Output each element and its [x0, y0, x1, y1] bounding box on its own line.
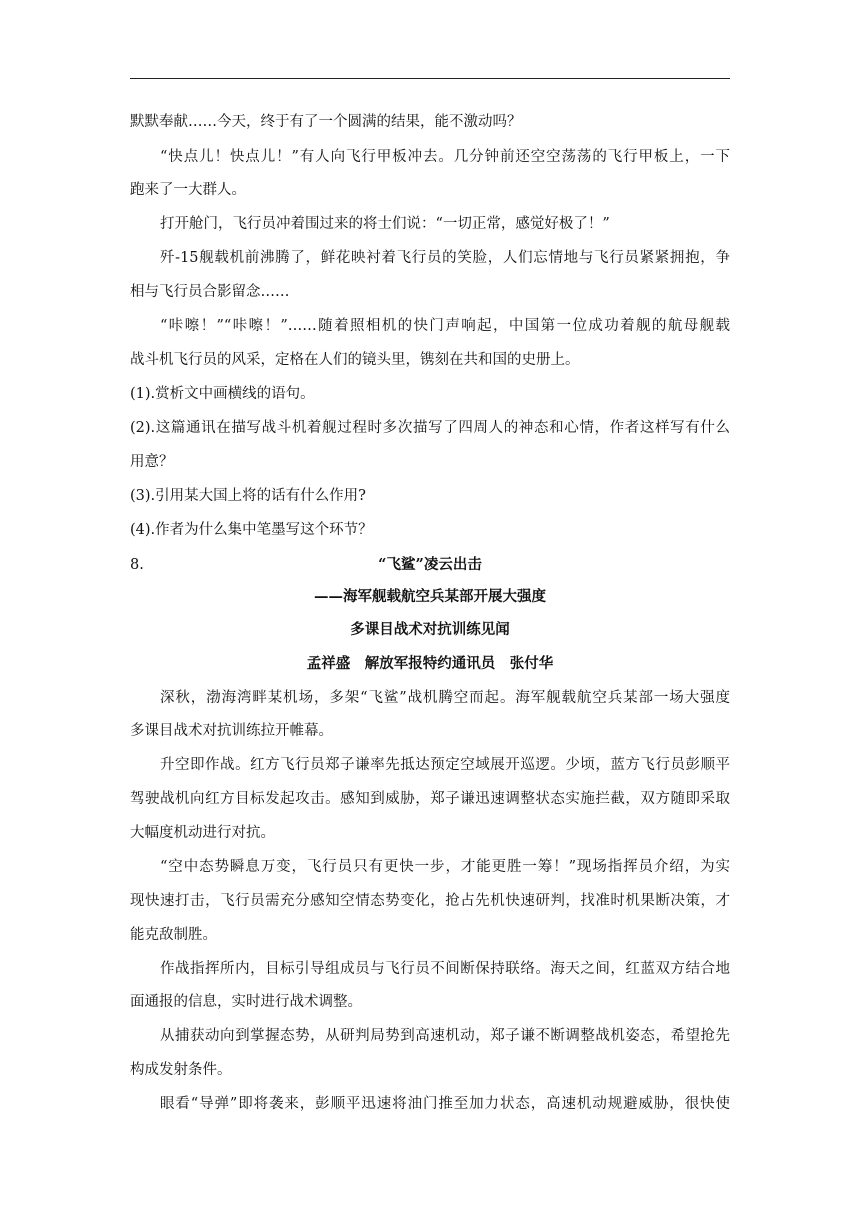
article-subtitle: 多课目战术对抗训练见闻: [350, 621, 510, 638]
article-line: 驾驶战机向红方目标发起攻击。感知到威胁，郑子谦迅速调整状态实施拦截，双方随即采取: [130, 791, 730, 807]
paragraph-line: 跑来了一大群人。: [130, 182, 246, 198]
question-line: (2).这篇通讯在描写战斗机着舰过程时多次描写了四周人的神态和心情，作者这样写有什么: [130, 420, 730, 436]
question-line: 用意？: [130, 454, 174, 470]
paragraph-line: 默默奉献……今天，终于有了一个圆满的结果，能不激动吗？: [130, 114, 522, 130]
paragraph-line: “快点儿！快点儿！”有人向飞行甲板冲去。几分钟前还空空荡荡的飞行甲板上，一下: [160, 149, 730, 165]
article-line: “空中态势瞬息万变，飞行员只有更快一步，才能更胜一筹！”现场指挥员介绍，为实: [160, 859, 730, 875]
article-line: 多课目战术对抗训练拉开帷幕。: [130, 723, 333, 739]
article-title: “飞鲨”凌云出击: [378, 556, 482, 573]
article-line: 升空即作战。红方飞行员郑子谦率先抵达预定空域展开巡逻。少顷，蓝方飞行员彭顺平: [160, 757, 730, 773]
article-line: 构成发射条件。: [130, 1062, 232, 1078]
question-line: (3).引用某大国上将的话有什么作用?: [130, 488, 366, 504]
article-byline: 孟祥盛 解放军报特约通讯员 张付华: [306, 655, 554, 672]
header-rule: [130, 78, 730, 79]
article-line: 眼看“导弹”即将袭来，彭顺平迅速将油门推至加力状态，高速机动规避威胁，很快使: [160, 1096, 730, 1112]
article-line: 现快速打击，飞行员需充分感知空情态势变化，抢占先机快速研判，找准时机果断决策，才: [130, 893, 730, 909]
article-line: 能克敌制胜。: [130, 927, 217, 943]
paragraph-line: 战斗机飞行员的风采，定格在人们的镜头里，镌刻在共和国的史册上。: [130, 352, 580, 368]
paragraph-line: 打开舱门，飞行员冲着围过来的将士们说：“一切正常，感觉好极了！”: [160, 216, 610, 232]
article-line: 从捕获动向到掌握态势，从研判局势到高速机动，郑子谦不断调整战机姿态，希望抢先: [160, 1028, 730, 1044]
question-number: 8.: [130, 557, 144, 573]
paragraph-line: 歼-15舰载机前沸腾了，鲜花映衬着飞行员的笑脸，人们忘情地与飞行员紧紧拥抱，争: [160, 250, 730, 266]
paragraph-line: “咔嚓！”“咔嚓！”……随着照相机的快门声响起，中国第一位成功着舰的航母舰载: [160, 318, 730, 334]
question-line: (4).作者为什么集中笔墨写这个环节？: [130, 522, 373, 538]
article-subtitle: ——海军舰载航空兵某部开展大强度: [314, 588, 546, 605]
article-line: 深秋，渤海湾畔某机场，多架“飞鲨”战机腾空而起。海军舰载航空兵某部一场大强度: [160, 690, 730, 706]
article-line: 作战指挥所内，目标引导组成员与飞行员不间断保持联络。海天之间，红蓝双方结合地: [160, 961, 730, 977]
paragraph-line: 相与飞行员合影留念……: [130, 284, 290, 300]
article-line: 大幅度机动进行对抗。: [130, 825, 275, 841]
question-line: (1).赏析文中画横线的语句。: [130, 386, 315, 402]
article-line: 面通报的信息，实时进行战术调整。: [130, 994, 362, 1010]
